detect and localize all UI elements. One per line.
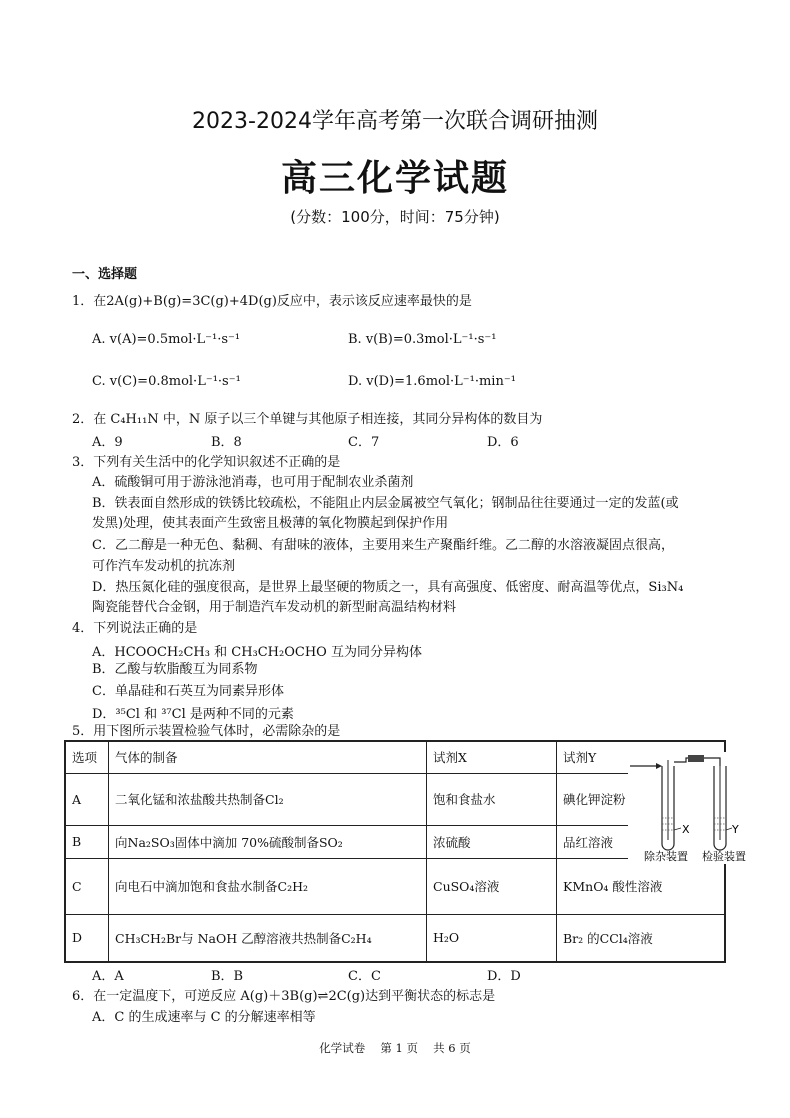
table-header-cell: 选项 bbox=[65, 741, 109, 773]
q5-option-b: B．B bbox=[211, 969, 244, 984]
q5-table bbox=[64, 740, 726, 963]
table-row bbox=[65, 914, 725, 962]
table-cell: 浓硫酸 bbox=[427, 825, 557, 858]
table-cell: CH₃CH₂Br与 NaOH 乙醇溶液共热制备C₂H₄ bbox=[109, 914, 427, 962]
q5-stem: 5．用下图所示装置检验气体时，必需除杂的是 bbox=[72, 724, 341, 739]
table-cell: CuSO₄溶液 bbox=[427, 858, 557, 914]
q4-option-d: D．³⁵Cl 和 ³⁷Cl 是两种不同的元素 bbox=[92, 707, 294, 722]
table-cell: 碘化钾淀粉 bbox=[557, 773, 726, 825]
q5-option-a: A．A bbox=[92, 969, 124, 984]
table-cell: A bbox=[65, 773, 109, 825]
q2-option-a: A．9 bbox=[92, 435, 123, 450]
q5-option-c: C．C bbox=[348, 969, 381, 984]
q4-option-c: C．单晶硅和石英互为同素异形体 bbox=[92, 684, 284, 699]
scrub-caption: 除杂装置 bbox=[644, 850, 688, 863]
q1-option-a: A. v(A)=0.5mol·L⁻¹·s⁻¹ bbox=[92, 332, 241, 347]
q3-option-b-line2: 发黑)处理，使其表面产生致密且极薄的氧化物膜起到保护作用 bbox=[92, 516, 449, 531]
q4-stem: 4．下列说法正确的是 bbox=[72, 621, 198, 636]
apparatus-diagram bbox=[628, 752, 758, 864]
page-footer: 化学试卷 第 1 页 共 6 页 bbox=[319, 1041, 471, 1055]
q3-option-d-line2: 陶瓷能替代合金钢，用于制造汽车发动机的新型耐高温结构材料 bbox=[92, 600, 457, 615]
table-cell: 饱和食盐水 bbox=[427, 773, 557, 825]
exam-subtitle: 2023-2024学年高考第一次联合调研抽测 bbox=[192, 109, 598, 134]
table-cell: 二氧化锰和浓盐酸共热制备Cl₂ bbox=[109, 773, 427, 825]
q3-option-c-line2: 可作汽车发动机的抗冻剂 bbox=[92, 559, 236, 574]
q3-stem: 3．下列有关生活中的化学知识叙述不正确的是 bbox=[72, 455, 341, 470]
q1-stem: 1．在2A(g)+B(g)=3C(g)+4D(g)反应中，表示该反应速率最快的是 bbox=[72, 294, 472, 309]
q6-option-a: A．C 的生成速率与 C 的分解速率相等 bbox=[92, 1010, 316, 1025]
reagent-x-label: X bbox=[682, 823, 690, 836]
q2-option-d: D．6 bbox=[487, 435, 519, 450]
table-cell: H₂O bbox=[427, 914, 557, 962]
q2-option-c: C．7 bbox=[348, 435, 380, 450]
rubber-tube-icon bbox=[688, 755, 704, 762]
table-cell: D bbox=[65, 914, 109, 962]
q1-option-d: D. v(D)=1.6mol·L⁻¹·min⁻¹ bbox=[348, 374, 516, 389]
q3-option-b-line1: B．铁表面自然形成的铁锈比较疏松，不能阻止内层金属被空气氧化；钢制品往往要通过一定的发蓝(或 bbox=[92, 496, 679, 511]
q4-option-b: B．乙酸与软脂酸互为同系物 bbox=[92, 662, 258, 677]
q1-option-c: C. v(C)=0.8mol·L⁻¹·s⁻¹ bbox=[92, 374, 241, 389]
table-cell: 向Na₂SO₃固体中滴加 70%硫酸制备SO₂ bbox=[109, 825, 427, 858]
table-cell: Br₂ 的CCl₄溶液 bbox=[557, 914, 726, 962]
table-cell: 品红溶液 bbox=[557, 825, 726, 858]
table-header-cell: 试剂X bbox=[427, 741, 557, 773]
detect-caption: 检验装置 bbox=[702, 850, 746, 863]
table-row bbox=[65, 825, 725, 858]
reagent-y-label: Y bbox=[732, 823, 739, 836]
q5-option-d: D．D bbox=[487, 969, 521, 984]
table-header-row bbox=[65, 741, 725, 773]
exam-title: 高三化学试题 bbox=[280, 158, 509, 199]
table-header-cell: 试剂Y bbox=[557, 741, 726, 773]
table-cell: KMnO₄ 酸性溶液 bbox=[557, 858, 726, 914]
table-row bbox=[65, 858, 725, 914]
q4-option-a: A．HCOOCH₂CH₃ 和 CH₃CH₂OCHO 互为同分异构体 bbox=[92, 645, 422, 660]
table-cell: C bbox=[65, 858, 109, 914]
q1-option-b: B. v(B)=0.3mol·L⁻¹·s⁻¹ bbox=[348, 332, 497, 347]
table-header-cell: 气体的制备 bbox=[109, 741, 427, 773]
table-row bbox=[65, 773, 725, 825]
table-cell: B bbox=[65, 825, 109, 858]
q3-option-c-line1: C．乙二醇是一种无色、黏稠、有甜味的液体，主要用来生产聚酯纤维。乙二醇的水溶液凝固点很高， bbox=[92, 538, 674, 553]
q6-stem: 6．在一定温度下，可逆反应 A(g)＋3B(g)⇌2C(g)达到平衡状态的标志是 bbox=[72, 989, 496, 1004]
table-cell: 向电石中滴加饱和食盐水制备C₂H₂ bbox=[109, 858, 427, 914]
q3-option-a: A．硫酸铜可用于游泳池消毒，也可用于配制农业杀菌剂 bbox=[92, 475, 414, 490]
section-label: 一、选择题 bbox=[72, 267, 138, 282]
q2-option-b: B．8 bbox=[211, 435, 242, 450]
exam-meta: (分数：100分，时间：75分钟) bbox=[290, 208, 500, 226]
q2-stem: 2．在 C₄H₁₁N 中，N 原子以三个单键与其他原子相连接，其同分异构体的数目为 bbox=[72, 412, 543, 427]
q3-option-d-line1: D．热压氮化硅的强度很高，是世界上最坚硬的物质之一，具有高强度、低密度、耐高温等优点，Si₃N₄ bbox=[92, 580, 684, 595]
